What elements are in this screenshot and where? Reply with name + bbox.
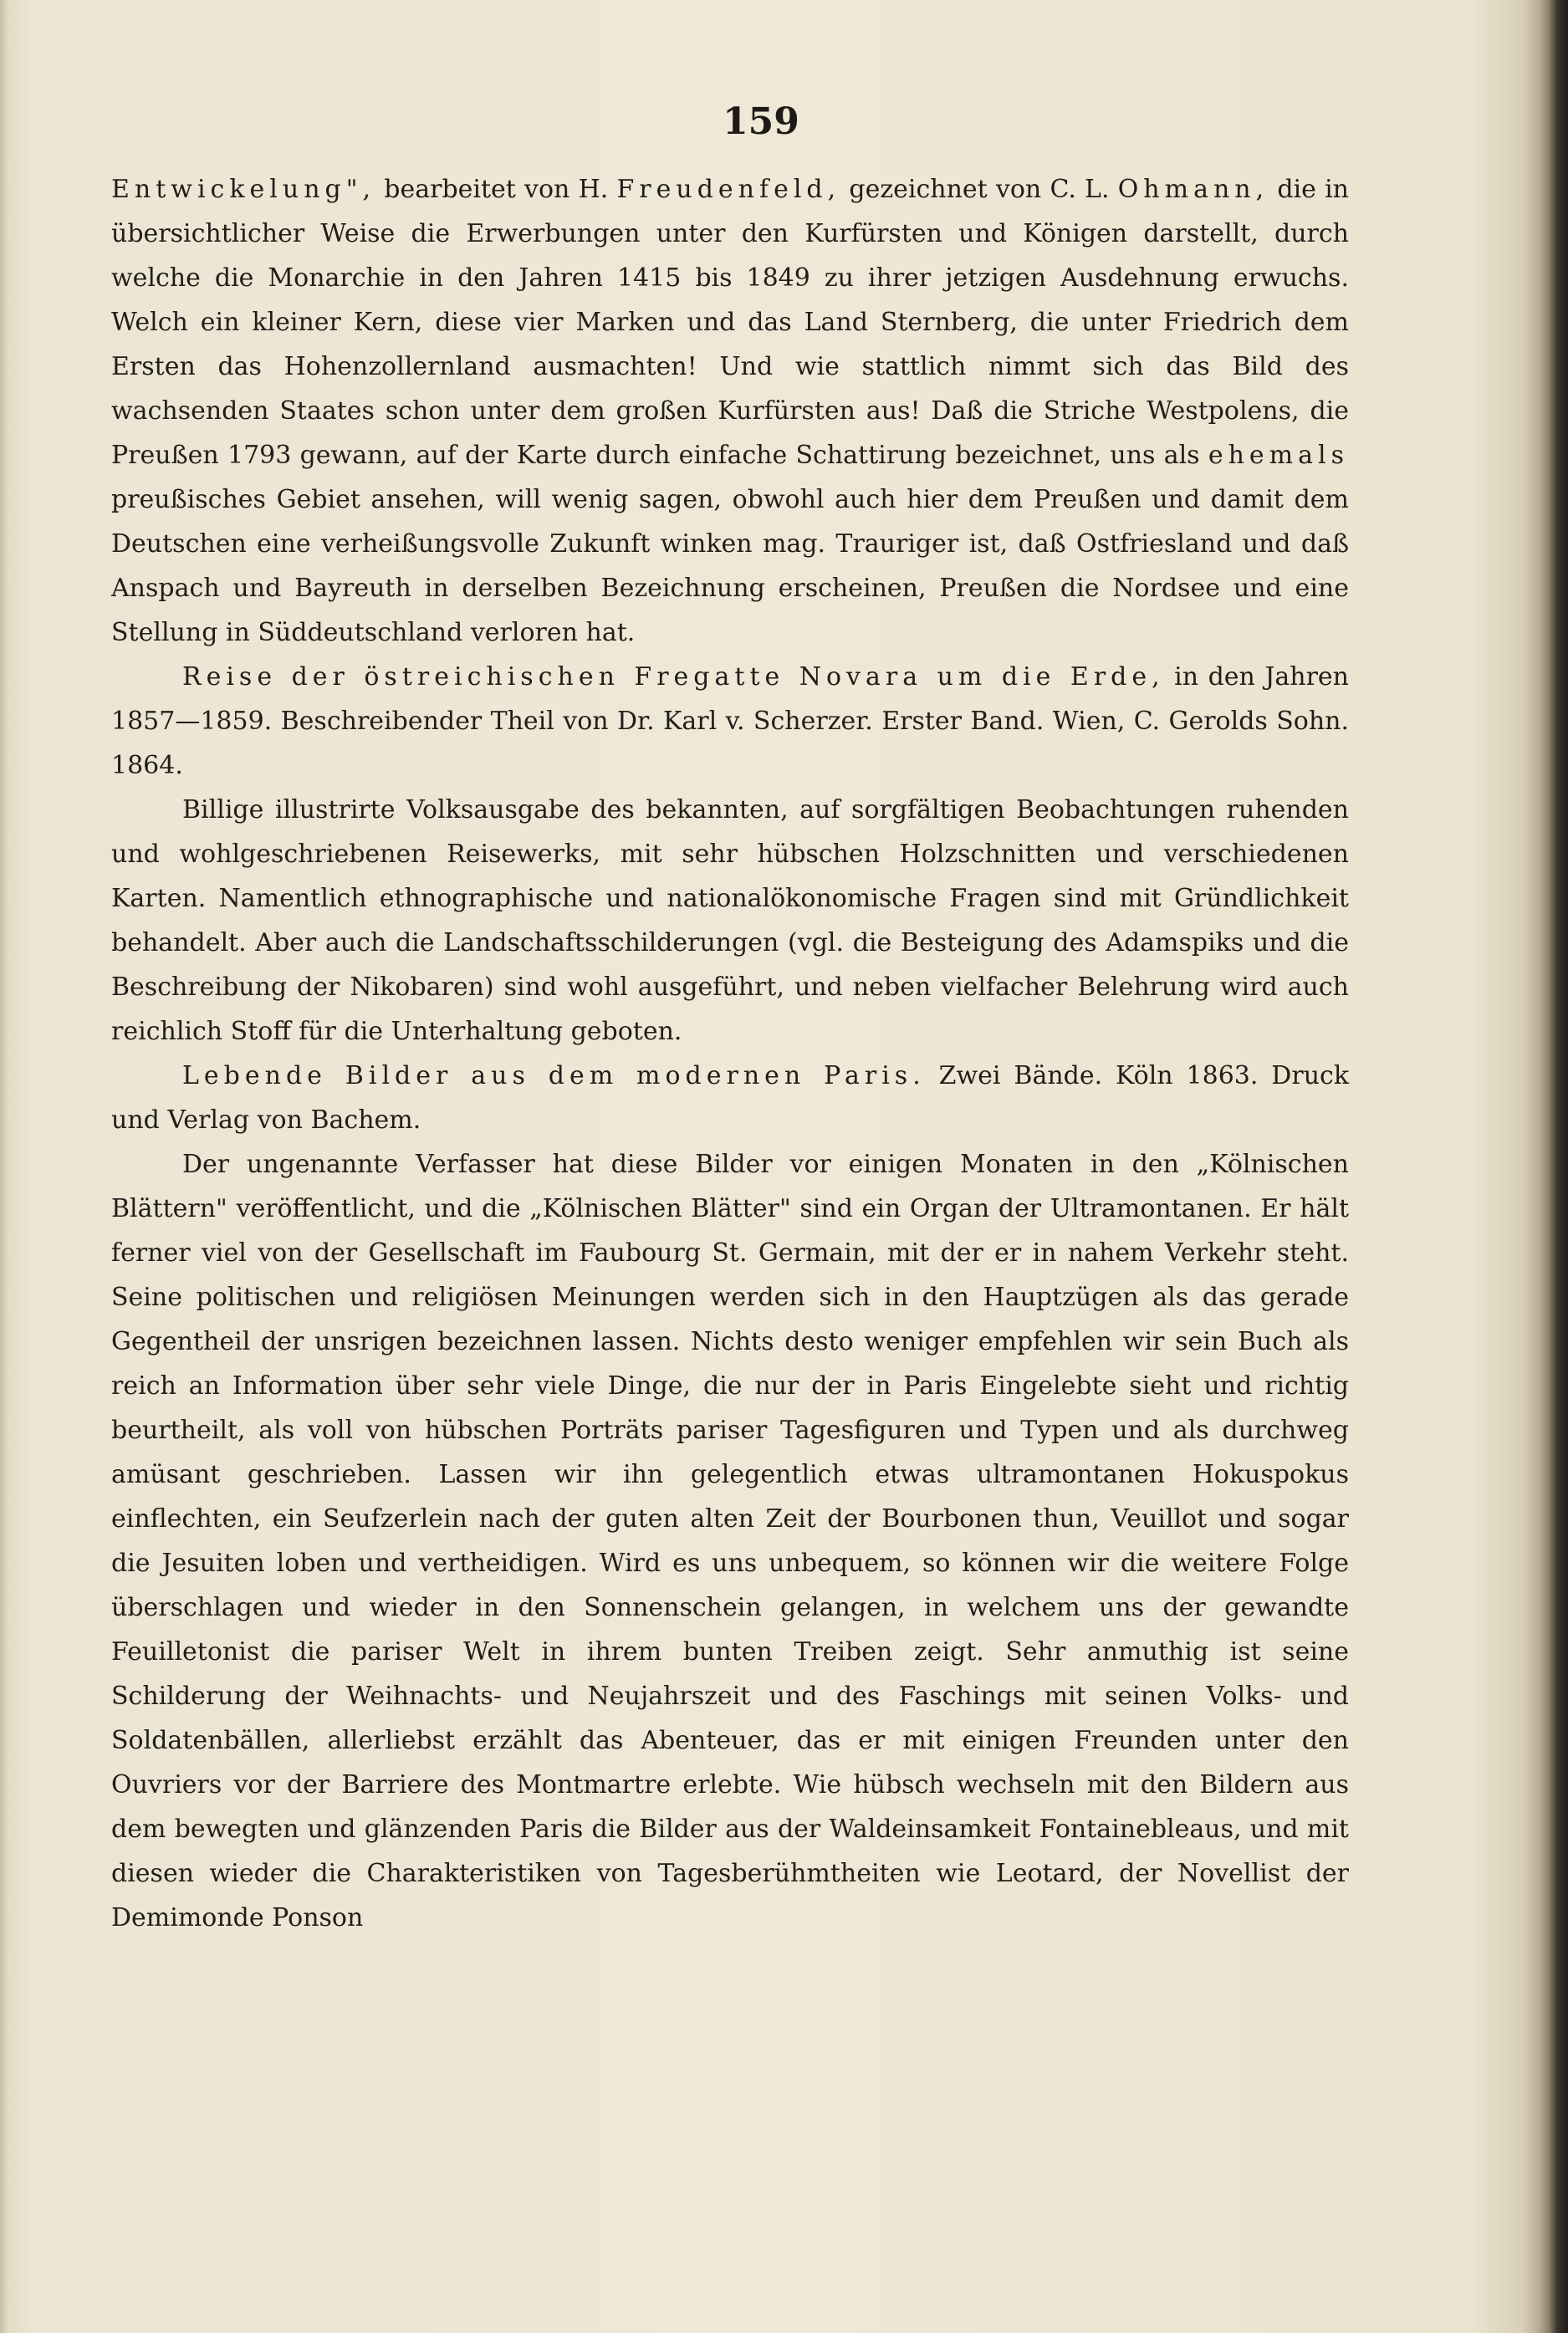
paragraph-text: Der ungenannte Verfasser hat diese Bilder vor einigen Monaten in den „Kölnischen Blättern" veröffentlicht, und die „Kölnischen Blätter" sind ein Organ der Ultramontanen. Er hält ferner viel von der Gesellschaft im Faubourg St. Germain, mit der er in nahem Verkehr steht. Seine politischen und religiösen Meinungen werden sich in den Hauptzügen als das gerade Gegentheil der unsrigen bezeichnen lassen. Nichts desto weniger empfehlen wir sein Buch als reich an Information über sehr viele Dinge, die nur der in Paris Eingelebte sieht und richtig beurtheilt, als voll von hübschen Porträts pariser Tagesfiguren und Typen und als durchweg amüsant geschrieben. Lassen wir ihn gelegentlich etwas ultramontanen Hokuspokus einflechten, ein Seufzerlein nach der guten alten Zeit der Bourbonen thun, Veuillot und sogar die Jesuiten loben und vertheidigen. Wird es uns unbequem, so können wir die weitere Folge überschlagen und wieder in den Sonnenschein gelangen, in welchem uns der gewandte Feuilletonist die pariser Welt in ihrem bunten Treiben zeigt. Sehr anmuthig ist seine Schilderung der Weihnachts- und Neujahrszeit und des Faschings mit seinen Volks- und Soldatenbällen, allerliebst erzählt das Abenteuer, das er mit einigen Freunden unter den Ouvriers vor der Barriere des Montmartre erlebte. Wie hübsch wechseln mit den Bildern aus dem bewegten und glänzenden Paris die Bilder aus der Waldeinsamkeit Fontainebleaus, und mit diesen wieder die Charakteristiken von Tagesberühmtheiten wie Leotard, der Novellist der Demimonde Ponson (111, 1150, 1349, 1932)
paragraph (111, 1054, 1349, 1142)
spaced-emphasis-text: Freudenfeld, (616, 175, 841, 204)
paragraph-text: preußisches Gebiet ansehen, will wenig sagen, obwohl auch hier dem Preußen und damit dem Deutschen eine verheißungsvolle Zukunft winken mag. Trauriger ist, daß Ostfriesland und daß Anspach und Bayreuth in derselben Bezeichnung erscheinen, Preußen die Nordsee und eine Stellung in Süddeutschland verloren hat. (111, 485, 1349, 647)
body-text (111, 167, 1349, 1940)
paragraph-text: Zwei Bände. Köln 1863. Druck und Verlag von Bachem. (111, 1061, 1349, 1135)
page-number: 159 (723, 100, 799, 143)
spaced-emphasis-text: Reise der östreichischen Fregatte Novara um die Erde, (182, 662, 1165, 692)
paragraph-text: Billige illustrirte Volksausgabe des bekannten, auf sorgfältigen Beobachtungen ruhenden und wohlgeschriebenen Reisewerks, mit sehr hübschen Holzschnitten und verschiedenen Karten. Namentlich ethnographische und nationalökonomische Fragen sind mit Gründlichkeit behandelt. Aber auch die Landschaftsschilderungen (vgl. die Besteigung des Adamspiks und die Beschreibung der Nikobaren) sind wohl ausgeführt, und neben vielfacher Belehrung wird auch reichlich Stoff für die Unterhaltung geboten. (111, 795, 1349, 1046)
spaced-emphasis-text: Ohmann, (1117, 175, 1269, 204)
paragraph-text: die in übersichtlicher Weise die Erwerbungen unter den Kurfürsten und Königen darstellt, durch welche die Monarchie in den Jahren 1415 bis 1849 zu ihrer jetzigen Ausdehnung erwuchs. Welch ein kleiner Kern, diese vier Marken und das Land Sternberg, die unter Friedrich dem Ersten das Hohenzollernland ausmachten! Und wie stattlich nimmt sich das Bild des wachsenden Staates schon unter dem großen Kurfürsten aus! Daß die Striche Westpolens, die Preußen 1793 gewann, auf der Karte durch einfache Schattirung bezeichnet, uns als (111, 175, 1349, 470)
spaced-emphasis-text: Entwickelung", (111, 175, 376, 204)
paragraph (111, 1142, 1349, 1940)
spaced-emphasis-text: ehemals (1208, 441, 1349, 470)
spaced-emphasis-text: Lebende Bilder aus dem modernen Paris. (182, 1061, 926, 1090)
paragraph (111, 655, 1349, 788)
paragraph-text: bearbeitet von H. (375, 175, 617, 204)
paragraph (111, 167, 1349, 655)
paragraph (111, 788, 1349, 1054)
paragraph-text: in den Jahren 1857—1859. Beschreibender Theil von Dr. Karl v. Scherzer. Erster Band. Wien, C. Gerolds Sohn. 1864. (111, 662, 1350, 780)
paragraph-text: gezeichnet von C. L. (840, 175, 1118, 204)
